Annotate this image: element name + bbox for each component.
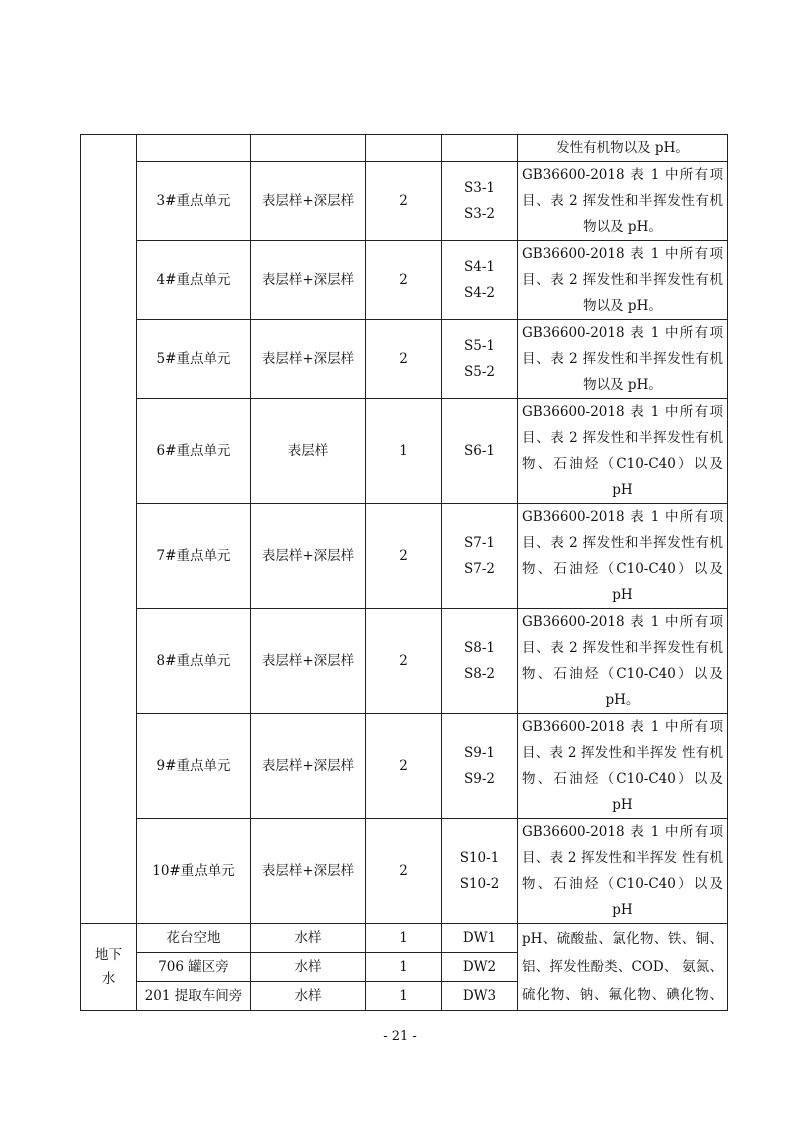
sample-type-cell: 表层样+深层样 bbox=[251, 609, 366, 714]
sample-id-cell bbox=[442, 135, 518, 162]
params-cell: GB36600-2018 表 1 中所有项目、表 2 挥发性和半挥发性有机物以及 pH。 bbox=[518, 162, 728, 241]
sample-count-cell: 1 bbox=[366, 982, 442, 1011]
category-cell-groundwater bbox=[81, 924, 137, 1011]
sample-id-cell bbox=[442, 162, 518, 241]
sample-count-cell: 2 bbox=[366, 714, 442, 819]
table-row bbox=[81, 714, 728, 819]
location-cell: 706 罐区旁 bbox=[137, 953, 251, 982]
sample-id-cell bbox=[442, 609, 518, 714]
unit-cell: 5#重点单元 bbox=[137, 320, 251, 399]
sample-count-cell: 1 bbox=[366, 953, 442, 982]
params-cell: GB36600-2018 表 1 中所有项目、表 2 挥发性和半挥发 性有机物、石油烃（C10-C40）以及 pH bbox=[518, 819, 728, 924]
sample-id: S8-1 bbox=[464, 640, 495, 656]
sample-id: S9-2 bbox=[464, 771, 495, 787]
sample-type-cell bbox=[251, 135, 366, 162]
sample-type-cell: 水样 bbox=[251, 924, 366, 953]
sample-id-cell: DW3 bbox=[442, 982, 518, 1011]
params-cell-groundwater: pH、硫酸盐、氯化物、铁、铜、铝、挥发性酚类、COD、 氨氮、硫化物、钠、氟化物、碘化物、 bbox=[518, 924, 728, 1011]
sample-id: S5-1 bbox=[464, 338, 495, 354]
sample-id-cell bbox=[442, 819, 518, 924]
params-cell: GB36600-2018 表 1 中所有项目、表 2 挥发性和半挥发性有机物、石油烃（C10-C40）以及 pH bbox=[518, 504, 728, 609]
sample-id: S9-1 bbox=[464, 745, 495, 761]
unit-cell bbox=[137, 135, 251, 162]
unit-cell: 8#重点单元 bbox=[137, 609, 251, 714]
sample-type-cell: 表层样+深层样 bbox=[251, 320, 366, 399]
unit-cell: 3#重点单元 bbox=[137, 162, 251, 241]
sample-count-cell: 1 bbox=[366, 399, 442, 504]
sample-id-cell bbox=[442, 320, 518, 399]
sample-count-cell bbox=[366, 135, 442, 162]
sample-id: S8-2 bbox=[464, 666, 495, 682]
unit-cell: 7#重点单元 bbox=[137, 504, 251, 609]
location-cell: 201 提取车间旁 bbox=[137, 982, 251, 1011]
table-row bbox=[81, 320, 728, 399]
table-row bbox=[81, 135, 728, 162]
sample-id: S4-2 bbox=[464, 285, 495, 301]
sample-id: S7-2 bbox=[464, 561, 495, 577]
params-cell: GB36600-2018 表 1 中所有项目、表 2 挥发性和半挥发性有机物以及 pH。 bbox=[518, 241, 728, 320]
sample-count-cell: 2 bbox=[366, 819, 442, 924]
sample-id-cell: DW1 bbox=[442, 924, 518, 953]
category-cell-soil bbox=[81, 135, 137, 924]
params-cell: GB36600-2018 表 1 中所有项目、表 2 挥发性和半挥发性有机物以及 pH。 bbox=[518, 320, 728, 399]
table-row bbox=[81, 399, 728, 504]
sample-type-cell: 水样 bbox=[251, 953, 366, 982]
sample-count-cell: 2 bbox=[366, 320, 442, 399]
sample-type-cell: 表层样+深层样 bbox=[251, 504, 366, 609]
sample-count-cell: 2 bbox=[366, 609, 442, 714]
sample-type-cell: 表层样+深层样 bbox=[251, 241, 366, 320]
table-row bbox=[81, 504, 728, 609]
location-cell: 花台空地 bbox=[137, 924, 251, 953]
params-cell: 发性有机物以及 pH。 bbox=[518, 135, 728, 162]
params-cell: GB36600-2018 表 1 中所有项目、表 2 挥发性和半挥发 性有机物、石油烃（C10-C40）以及 pH bbox=[518, 714, 728, 819]
category-label: 地下水 bbox=[95, 947, 122, 987]
unit-cell: 9#重点单元 bbox=[137, 714, 251, 819]
sample-type-cell: 水样 bbox=[251, 982, 366, 1011]
sample-type-cell: 表层样 bbox=[251, 399, 366, 504]
sample-id: S3-2 bbox=[464, 206, 495, 222]
params-cell: GB36600-2018 表 1 中所有项目、表 2 挥发性和半挥发性有机物、石油烃（C10-C40）以及 pH bbox=[518, 399, 728, 504]
sample-count-cell: 1 bbox=[366, 924, 442, 953]
sample-count-cell: 2 bbox=[366, 162, 442, 241]
sample-id: S6-1 bbox=[464, 443, 495, 459]
sample-id-cell bbox=[442, 241, 518, 320]
sample-id: S10-2 bbox=[459, 876, 500, 892]
sampling-table bbox=[80, 134, 728, 1011]
sample-type-cell: 表层样+深层样 bbox=[251, 819, 366, 924]
page-number: - 21 - bbox=[383, 1029, 417, 1044]
sample-id: S7-1 bbox=[464, 535, 495, 551]
sample-id-cell bbox=[442, 504, 518, 609]
sample-id: S5-2 bbox=[464, 364, 495, 380]
table-row bbox=[81, 819, 728, 924]
sample-id-cell: DW2 bbox=[442, 953, 518, 982]
sample-id: S3-1 bbox=[464, 180, 495, 196]
table-row bbox=[81, 162, 728, 241]
sample-count-cell: 2 bbox=[366, 241, 442, 320]
table-row bbox=[81, 609, 728, 714]
unit-cell: 4#重点单元 bbox=[137, 241, 251, 320]
table-row bbox=[81, 924, 728, 953]
sample-id-cell bbox=[442, 399, 518, 504]
sample-type-cell: 表层样+深层样 bbox=[251, 714, 366, 819]
table-row bbox=[81, 241, 728, 320]
sample-id: S10-1 bbox=[459, 850, 500, 866]
params-cell: GB36600-2018 表 1 中所有项目、表 2 挥发性和半挥发性有机物、石油烃（C10-C40）以及 pH。 bbox=[518, 609, 728, 714]
sample-id-cell bbox=[442, 714, 518, 819]
unit-cell: 6#重点单元 bbox=[137, 399, 251, 504]
unit-cell: 10#重点单元 bbox=[137, 819, 251, 924]
sample-type-cell: 表层样+深层样 bbox=[251, 162, 366, 241]
sample-count-cell: 2 bbox=[366, 504, 442, 609]
sample-id: S4-1 bbox=[464, 259, 495, 275]
